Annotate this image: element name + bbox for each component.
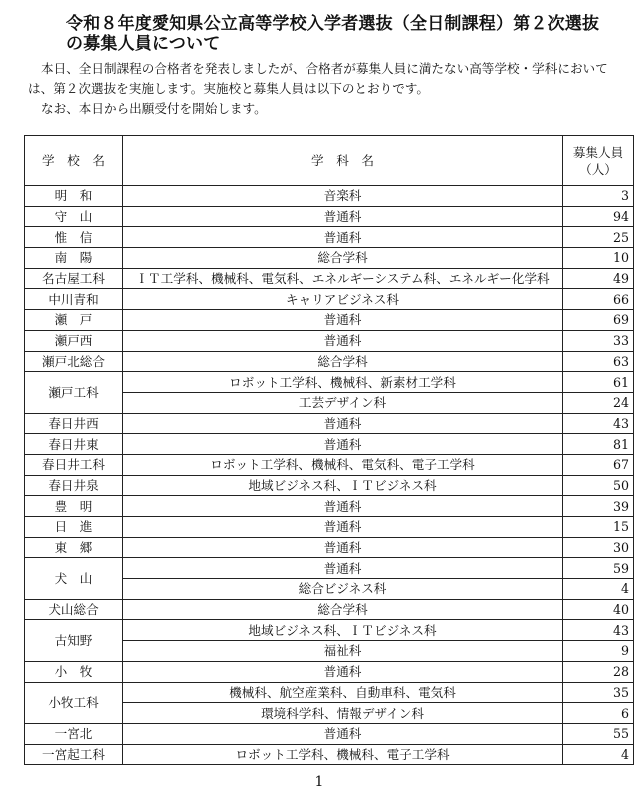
recruitment-count: 59 [563, 558, 634, 579]
school-name: 南 陽 [25, 248, 123, 269]
recruitment-count: 61 [563, 372, 634, 393]
table-row [25, 744, 634, 765]
school-name: 瀬 戸 [25, 310, 123, 331]
recruitment-count: 66 [563, 289, 634, 310]
school-name: 春日井西 [25, 413, 123, 434]
table-row [25, 475, 634, 496]
table-row [25, 372, 634, 393]
school-name: 中川青和 [25, 289, 123, 310]
recruitment-count: 30 [563, 537, 634, 558]
recruitment-count: 67 [563, 454, 634, 475]
table-header-row [25, 136, 634, 186]
school-name: 春日井泉 [25, 475, 123, 496]
department-name: ロボット工学科、機械科、電気科、電子工学科 [123, 454, 563, 475]
recruitment-count: 10 [563, 248, 634, 269]
recruitment-count: 33 [563, 330, 634, 351]
school-name: 東 郷 [25, 537, 123, 558]
school-name: 守 山 [25, 206, 123, 227]
table-row [25, 599, 634, 620]
department-name: 普通科 [123, 537, 563, 558]
department-name: 普通科 [123, 206, 563, 227]
department-name: 普通科 [123, 413, 563, 434]
table-row [25, 558, 634, 579]
recruitment-count: 35 [563, 682, 634, 703]
recruitment-count: 3 [563, 186, 634, 207]
school-name: 明 和 [25, 186, 123, 207]
table-row [25, 496, 634, 517]
recruitment-count: 15 [563, 517, 634, 538]
school-name: 春日井工科 [25, 454, 123, 475]
recruitment-count: 40 [563, 599, 634, 620]
department-name: キャリアビジネス科 [123, 289, 563, 310]
recruitment-count: 69 [563, 310, 634, 331]
recruitment-count: 81 [563, 434, 634, 455]
department-name: 地域ビジネス科、ＩＴビジネス科 [123, 620, 563, 641]
department-name: 環境科学科、情報デザイン科 [123, 703, 563, 724]
school-name: 小牧工科 [25, 682, 123, 723]
department-name: 普通科 [123, 496, 563, 517]
page-number: 1 [314, 774, 324, 790]
department-name: 総合学科 [123, 351, 563, 372]
recruitment-count: 4 [563, 579, 634, 600]
school-name: 犬山総合 [25, 599, 123, 620]
table-row [25, 413, 634, 434]
document-title [66, 14, 626, 54]
recruitment-table [24, 135, 634, 765]
school-name: 瀬戸工科 [25, 372, 123, 413]
intro-paragraph-2: なお、本日から出願受付を開始します。 [41, 101, 267, 116]
table-row [25, 682, 634, 703]
department-name: 機械科、航空産業科、自動車科、電気科 [123, 682, 563, 703]
school-name: 豊 明 [25, 496, 123, 517]
table-body [25, 186, 634, 765]
department-name: 普通科 [123, 661, 563, 682]
school-name: 犬 山 [25, 558, 123, 599]
recruitment-count: 63 [563, 351, 634, 372]
department-name: ロボット工学科、機械科、電子工学科 [123, 744, 563, 765]
table-row [25, 723, 634, 744]
department-name: 工芸デザイン科 [123, 392, 563, 413]
table-row [25, 227, 634, 248]
school-name: 小 牧 [25, 661, 123, 682]
school-name: 一宮北 [25, 723, 123, 744]
department-name: 総合学科 [123, 248, 563, 269]
table-row [25, 310, 634, 331]
recruitment-count: 55 [563, 723, 634, 744]
school-name: 一宮起工科 [25, 744, 123, 765]
department-name: 普通科 [123, 517, 563, 538]
header-school: 学 校 名 [25, 136, 123, 186]
header-count [563, 136, 634, 186]
header-department: 学 科 名 [123, 136, 563, 186]
department-name: 総合ビジネス科 [123, 579, 563, 600]
department-name: 普通科 [123, 434, 563, 455]
school-name: 春日井東 [25, 434, 123, 455]
table-row [25, 454, 634, 475]
title-line-1: 令和８年度愛知県公立高等学校入学者選抜（全日制課程）第２次選抜 [66, 14, 600, 34]
recruitment-count: 39 [563, 496, 634, 517]
recruitment-count: 25 [563, 227, 634, 248]
table-row [25, 330, 634, 351]
table-row [25, 268, 634, 289]
department-name: 普通科 [123, 310, 563, 331]
recruitment-count: 43 [563, 620, 634, 641]
department-name: 地域ビジネス科、ＩＴビジネス科 [123, 475, 563, 496]
recruitment-count: 6 [563, 703, 634, 724]
table-row [25, 186, 634, 207]
department-name: 普通科 [123, 227, 563, 248]
table-row [25, 248, 634, 269]
department-name: ロボット工学科、機械科、新素材工学科 [123, 372, 563, 393]
recruitment-count: 50 [563, 475, 634, 496]
school-name: 名古屋工科 [25, 268, 123, 289]
recruitment-count: 9 [563, 641, 634, 662]
table-row [25, 289, 634, 310]
intro-paragraph-1: 本日、全日制課程の合格者を発表しましたが、合格者が募集人員に満たない高等学校・学科においては、第２次選抜を実施します。実施校と募集人員は以下のとおりです。 [28, 61, 608, 96]
department-name: 音楽科 [123, 186, 563, 207]
department-name: 普通科 [123, 330, 563, 351]
school-name: 惟 信 [25, 227, 123, 248]
table-row [25, 434, 634, 455]
recruitment-count: 28 [563, 661, 634, 682]
department-name: 普通科 [123, 723, 563, 744]
intro-text [28, 59, 632, 119]
school-name: 古知野 [25, 620, 123, 661]
header-count-line1: 募集人員 [572, 144, 624, 160]
title-line-2: の募集人員について [66, 34, 221, 54]
department-name: 福祉科 [123, 641, 563, 662]
table-row [25, 620, 634, 641]
table-row [25, 206, 634, 227]
table-row [25, 537, 634, 558]
recruitment-count: 24 [563, 392, 634, 413]
table-row [25, 661, 634, 682]
department-name: 総合学科 [123, 599, 563, 620]
recruitment-count: 49 [563, 268, 634, 289]
table-row [25, 351, 634, 372]
school-name: 日 進 [25, 517, 123, 538]
table-row [25, 517, 634, 538]
recruitment-count: 94 [563, 206, 634, 227]
department-name: ＩＴ工学科、機械科、電気科、エネルギーシステム科、エネルギー化学科 [123, 268, 563, 289]
header-count-line2: （人） [579, 161, 617, 177]
school-name: 瀬戸北総合 [25, 351, 123, 372]
department-name: 普通科 [123, 558, 563, 579]
school-name: 瀬戸西 [25, 330, 123, 351]
recruitment-count: 4 [563, 744, 634, 765]
recruitment-count: 43 [563, 413, 634, 434]
